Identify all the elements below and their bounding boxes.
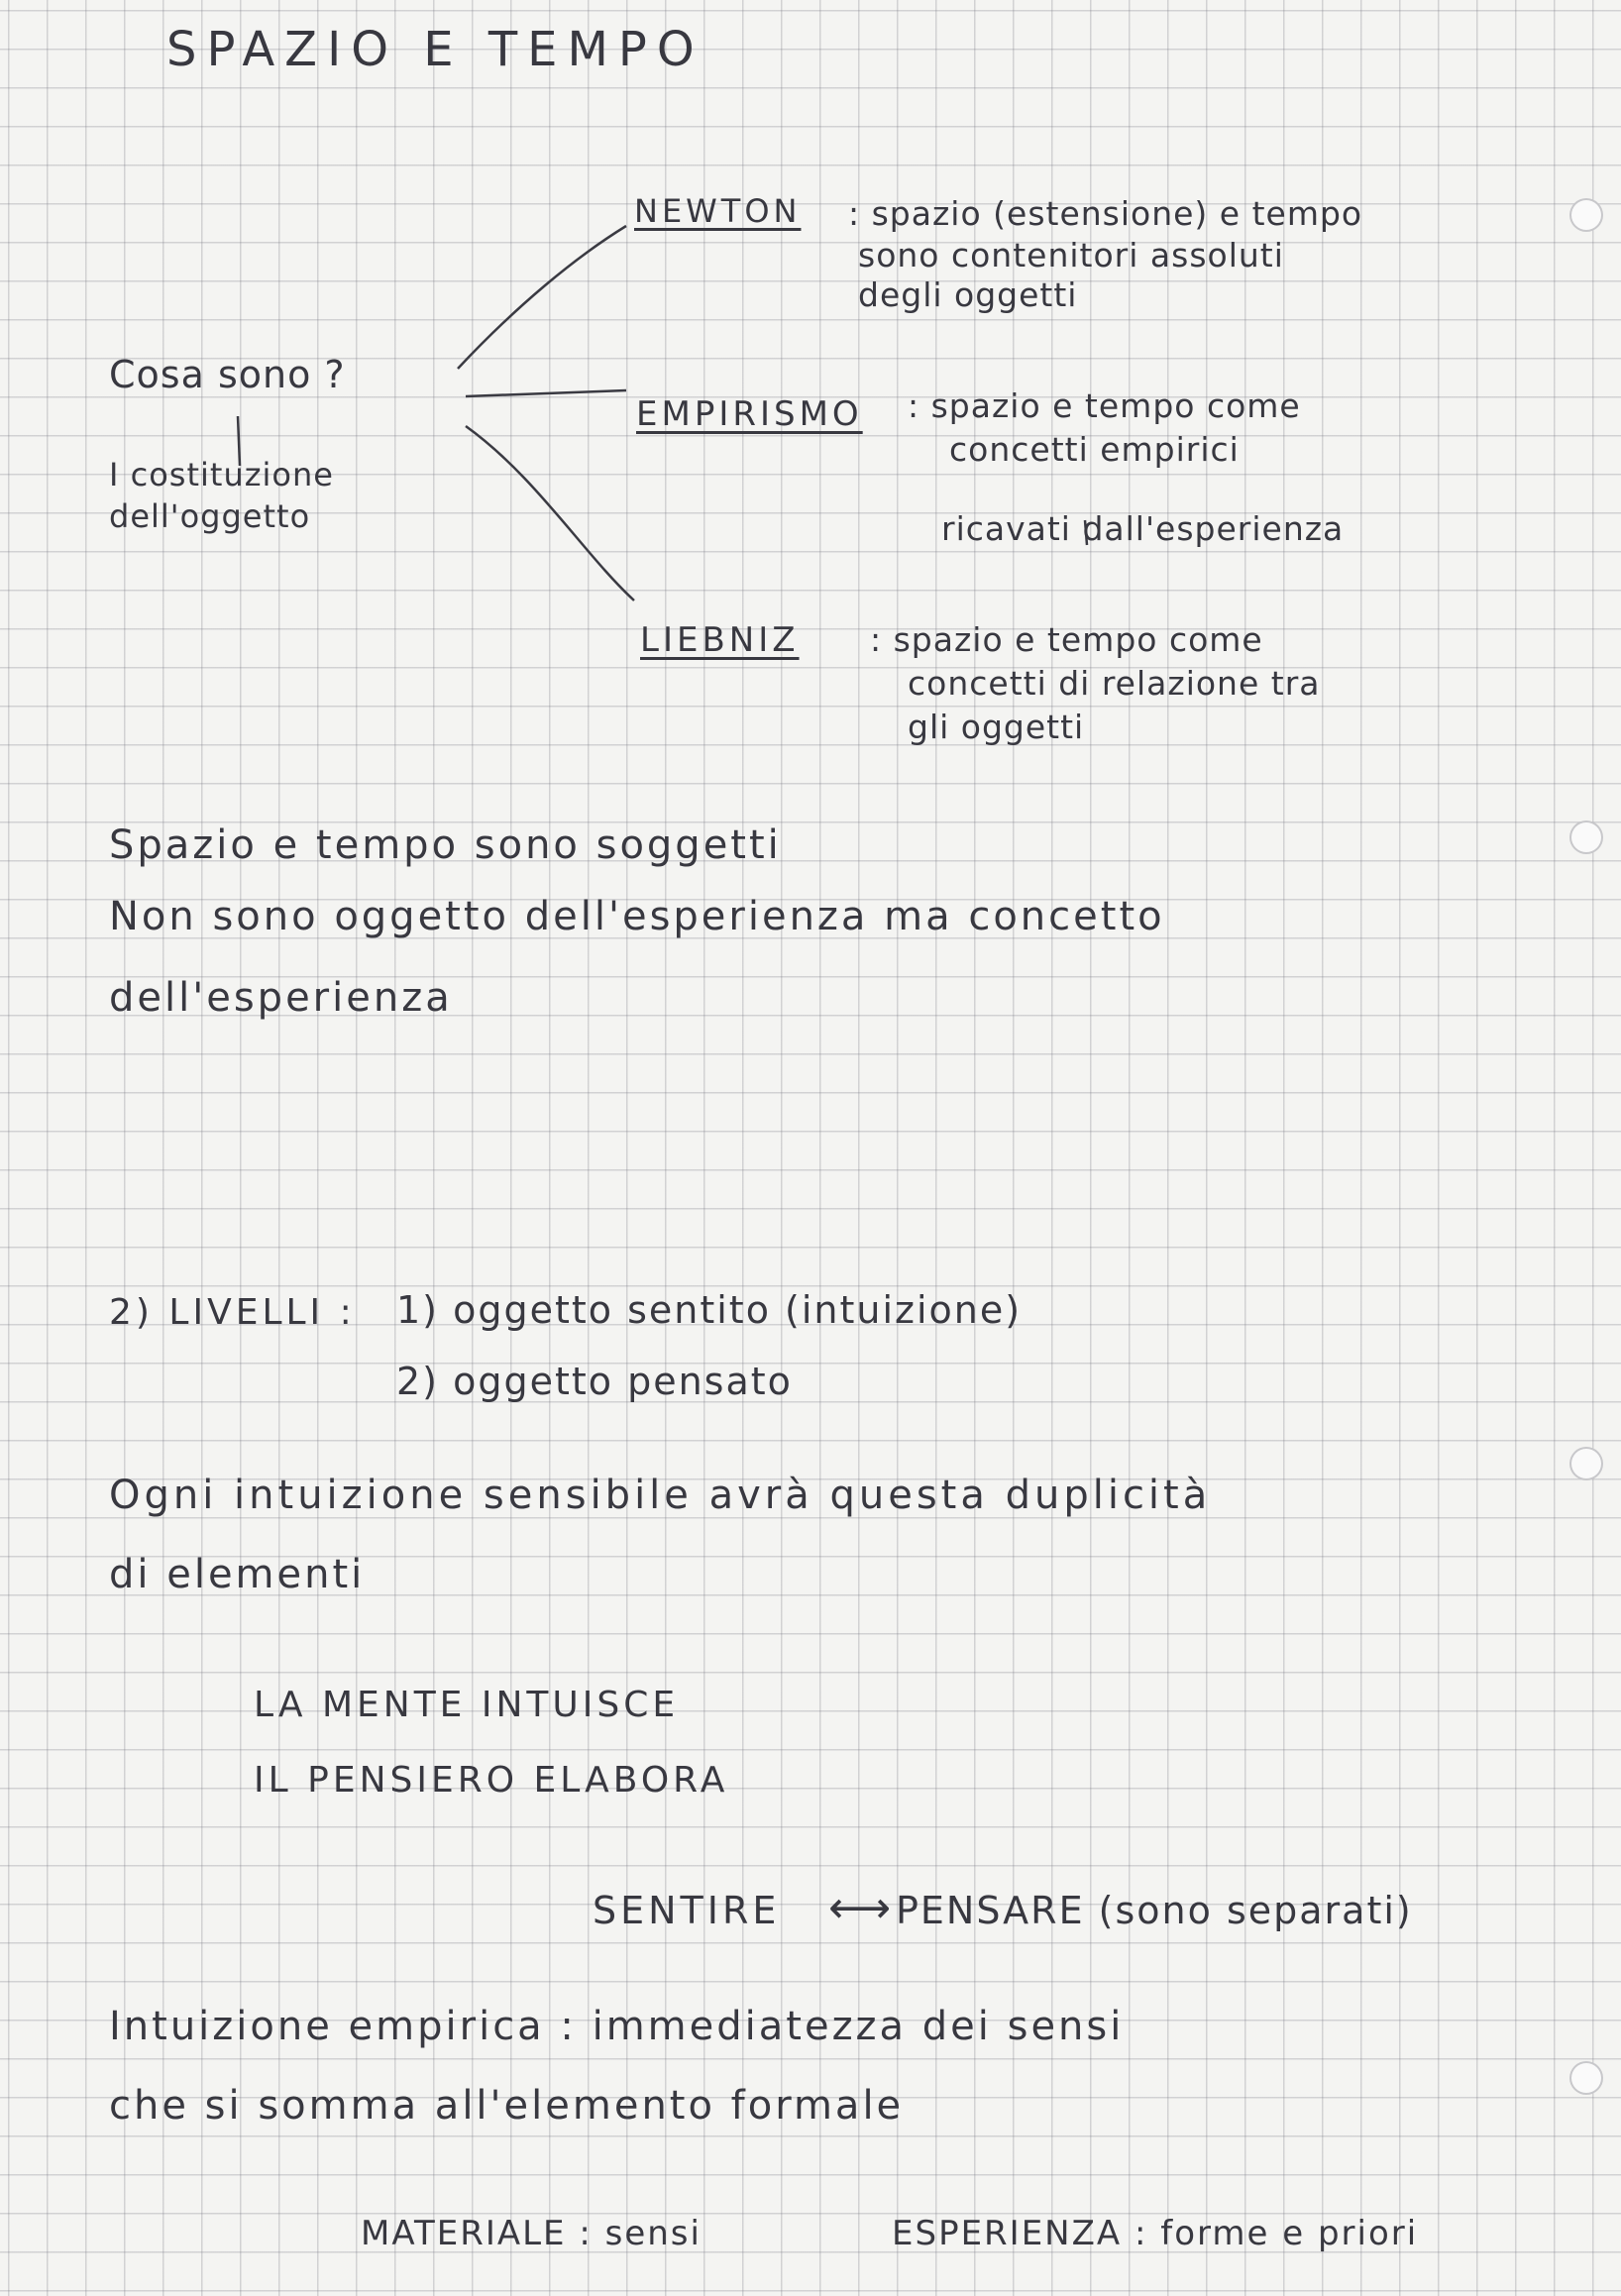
punch-hole — [1569, 198, 1603, 232]
punch-hole — [1569, 1447, 1603, 1480]
question-text: Cosa sono ? — [109, 353, 346, 396]
newton-line3: degli oggetti — [858, 275, 1078, 314]
newton-line1: : spazio (estensione) e tempo — [848, 194, 1363, 233]
branch-empirismo — [466, 390, 626, 396]
paragraph-6: Intuizione empirica : immediatezza dei sensi — [109, 2004, 1125, 2049]
paragraph-4: Ogni intuizione sensibile avrà questa duplicità — [109, 1473, 1212, 1518]
livello-1: 1) oggetto sentito (intuizione) — [396, 1288, 1023, 1332]
liebniz-line1: : spazio e tempo come — [870, 620, 1263, 659]
page-title: SPAZIO E TEMPO — [166, 22, 704, 77]
paragraph-3: dell'esperienza — [109, 975, 453, 1021]
paragraph-7: che si somma all'elemento formale — [109, 2083, 905, 2129]
paragraph-5: di elementi — [109, 1552, 366, 1597]
punch-hole — [1569, 820, 1603, 854]
liebniz-line3: gli oggetti — [908, 708, 1085, 746]
livello-2: 2) oggetto pensato — [396, 1360, 793, 1403]
liebniz-label: LIEBNIZ — [640, 620, 800, 660]
paragraph-1: Spazio e tempo sono soggetti — [109, 822, 782, 868]
pensare-label: PENSARE (sono separati) — [896, 1889, 1413, 1932]
empirismo-line1: : spazio e tempo come — [908, 386, 1301, 425]
sub-note-line1: I costituzione — [109, 456, 334, 493]
branch-liebniz — [466, 426, 634, 601]
empirismo-label: EMPIRISMO — [636, 394, 863, 434]
pensiero-elabora: IL PENSIERO ELABORA — [254, 1760, 729, 1801]
branch-newton — [458, 226, 626, 369]
materiale-label: MATERIALE : sensi — [361, 2214, 702, 2253]
double-arrow: ⟷ — [828, 1883, 893, 1933]
esperienza-label: ESPERIENZA : forme e priori — [892, 2214, 1419, 2253]
punch-hole — [1569, 2061, 1603, 2095]
sentire-label: SENTIRE — [593, 1889, 781, 1932]
paragraph-2: Non sono oggetto dell'esperienza ma concetto — [109, 894, 1165, 939]
livelli-label: 2) LIVELLI : — [109, 1292, 356, 1333]
liebniz-line2: concetti di relazione tra — [908, 664, 1321, 703]
mente-intuisce: LA MENTE INTUISCE — [254, 1685, 680, 1725]
newton-label: NEWTON — [634, 192, 802, 230]
empirismo-line3: ricavati dall'esperienza — [941, 509, 1345, 548]
newton-line2: sono contenitori assoluti — [858, 236, 1284, 274]
sub-note-line2: dell'oggetto — [109, 497, 311, 535]
empirismo-line2: concetti empirici — [949, 430, 1240, 469]
